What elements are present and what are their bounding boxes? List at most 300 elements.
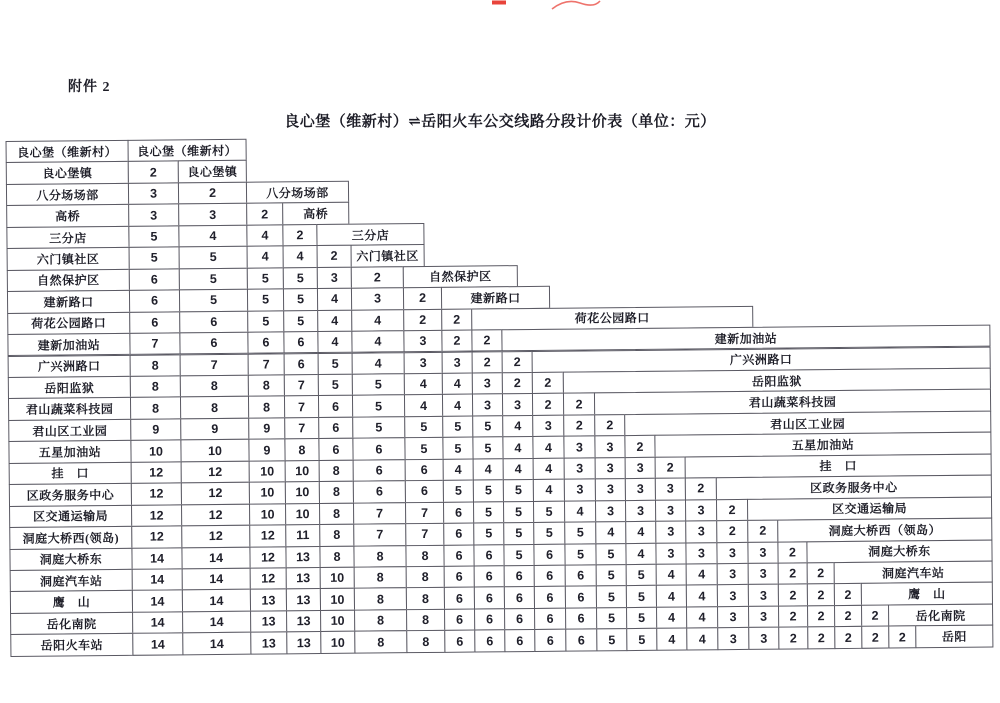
fare-cell: 10: [320, 610, 355, 633]
station-header-cell: 荷花公园路口: [471, 305, 753, 330]
fare-cell: 2: [472, 351, 503, 374]
fare-cell: 2: [807, 562, 835, 585]
fare-cell: 3: [351, 287, 404, 310]
row-label: 八分场场部: [6, 183, 129, 207]
fare-cell: 3: [748, 563, 779, 586]
fare-cell: 6: [443, 523, 474, 546]
row-label: 良心堡镇: [6, 161, 129, 185]
fare-cell: 6: [565, 564, 597, 587]
station-header-cell: 岳阳监狱: [563, 368, 991, 395]
fare-cell: 4: [564, 500, 596, 523]
fare-cell: 8: [130, 397, 181, 420]
fare-cell: 14: [181, 546, 250, 569]
fare-cell: 10: [320, 567, 355, 590]
fare-cell: 5: [247, 310, 284, 333]
fare-cell: 8: [406, 609, 445, 632]
fare-cell: 2: [246, 203, 283, 226]
fare-cell: 8: [353, 545, 406, 568]
fare-cell: 3: [685, 520, 717, 543]
row-label: 荷花公园路口: [7, 311, 130, 335]
station-header-cell: 鹰 山: [861, 582, 993, 606]
fare-cell: 12: [250, 567, 287, 590]
fare-cell: 10: [130, 440, 181, 463]
fare-cell: 13: [286, 588, 321, 611]
fare-cell: 5: [472, 437, 503, 460]
fare-cell: 9: [180, 418, 249, 441]
fare-cell: 3: [403, 330, 442, 353]
row-label: 君山区工业园: [8, 419, 131, 443]
fare-cell: 4: [473, 458, 504, 481]
fare-cell: 4: [656, 563, 687, 586]
fare-cell: 3: [595, 500, 626, 523]
fare-cell: 2: [778, 584, 808, 607]
fare-cell: 7: [353, 502, 406, 525]
fare-cell: 5: [503, 479, 534, 502]
fare-cell: 5: [442, 415, 473, 438]
fare-cell: 6: [444, 587, 475, 610]
fare-cell: 8: [354, 609, 407, 632]
fare-cell: 2: [351, 266, 404, 289]
fare-cell: 8: [248, 396, 285, 419]
station-header-cell: 洞庭汽车站: [834, 561, 993, 585]
row-label: 洞庭大桥西(领岛): [9, 526, 132, 550]
fare-cell: 12: [249, 546, 286, 569]
fare-cell: 10: [320, 588, 355, 611]
fare-cell: 6: [534, 586, 566, 609]
fare-cell: 13: [250, 632, 287, 655]
fare-cell: 7: [284, 374, 319, 397]
fare-cell: 5: [596, 586, 627, 609]
fare-cell: 4: [246, 224, 283, 247]
fare-cell: 6: [179, 310, 248, 333]
fare-cell: 4: [317, 331, 352, 354]
fare-cell: 6: [534, 565, 566, 588]
fare-cell: 4: [533, 479, 565, 502]
fare-cell: 5: [318, 352, 353, 375]
fare-cell: 6: [129, 289, 180, 312]
fare-cell: 5: [472, 415, 503, 438]
fare-cell: 5: [596, 628, 627, 651]
fare-cell: 6: [565, 629, 597, 652]
fare-cell: 3: [717, 563, 749, 586]
fare-cell: 8: [180, 396, 249, 419]
fare-cell: 4: [317, 309, 352, 332]
fare-cell: 6: [474, 630, 505, 653]
fare-cell: 14: [182, 632, 251, 655]
fare-cell: 6: [283, 331, 318, 354]
fare-cell: 3: [748, 605, 779, 628]
fare-cell: 2: [563, 393, 595, 416]
station-header-cell: 君山蔬菜科技园: [594, 389, 991, 415]
station-header-cell: 岳化南院: [888, 603, 993, 626]
fare-cell: 2: [888, 626, 916, 649]
fare-cell: 6: [318, 438, 353, 461]
station-header-cell: 岳阳: [915, 625, 993, 648]
fare-cell: 13: [285, 546, 320, 569]
fare-cell: 3: [128, 204, 179, 227]
fare-cell: 2: [716, 520, 748, 543]
station-header-cell: 广兴洲路口: [532, 346, 991, 373]
fare-cell: 2: [441, 308, 472, 331]
fare-cell: 5: [179, 267, 248, 290]
row-label: 良心堡（维新村）: [6, 140, 129, 164]
fare-cell: 4: [503, 458, 534, 481]
fare-cell: 3: [594, 435, 625, 458]
fare-cell: 3: [564, 479, 596, 502]
fare-cell: 6: [474, 565, 505, 588]
fare-cell: 7: [129, 332, 180, 355]
fare-cell: 2: [471, 329, 502, 352]
fare-cell: 6: [247, 331, 284, 354]
fare-cell: 3: [595, 457, 626, 480]
fare-cell: 4: [442, 372, 473, 395]
fare-cell: 5: [595, 543, 626, 566]
fare-cell: 7: [284, 395, 319, 418]
fare-cell: 5: [443, 480, 474, 503]
fare-cell: 5: [626, 628, 657, 651]
fare-cell: 3: [717, 584, 749, 607]
row-label: 岳阳监狱: [8, 376, 131, 400]
fare-cell: 6: [443, 544, 474, 567]
fare-cell: 3: [747, 541, 778, 564]
fare-cell: 5: [179, 246, 248, 269]
fare-cell: 6: [565, 607, 597, 630]
fare-cell: 3: [625, 478, 656, 501]
fare-cell: 14: [132, 590, 183, 613]
fare-cell: 3: [685, 542, 717, 565]
fare-cell: 12: [131, 504, 182, 527]
fare-cell: 3: [472, 394, 503, 417]
fare-cell: 7: [248, 353, 285, 376]
fare-cell: 3: [564, 457, 596, 480]
fare-cell: 4: [532, 436, 564, 459]
fare-cell: 5: [404, 437, 443, 460]
fare-cell: 2: [403, 308, 442, 331]
fare-cell: 3: [748, 627, 779, 650]
fare-cell: 8: [354, 631, 407, 654]
fare-cell: 12: [131, 461, 182, 484]
fare-cell: 7: [405, 523, 444, 546]
row-label: 建新加油站: [7, 333, 130, 357]
fare-cell: 5: [129, 247, 180, 270]
fare-cell: 10: [320, 631, 355, 654]
fare-cell: 6: [504, 608, 535, 631]
fare-cell: 5: [473, 479, 504, 502]
station-header-cell: 洞庭大桥西（领岛）: [777, 518, 992, 543]
fare-cell: 3: [317, 266, 352, 289]
row-label: 广兴洲路口: [8, 354, 131, 378]
fare-cell: 5: [247, 267, 284, 290]
fare-cell: 9: [248, 439, 285, 462]
fare-cell: 7: [353, 523, 406, 546]
fare-cell: 2: [502, 372, 533, 395]
row-label: 六门镇社区: [7, 247, 130, 271]
station-header-cell: 高桥: [282, 202, 349, 225]
fare-cell: 6: [352, 437, 405, 460]
fare-cell: 5: [283, 288, 318, 311]
fare-cell: 2: [532, 372, 564, 395]
fare-cell: 6: [353, 459, 406, 482]
fare-cell: 13: [286, 610, 321, 633]
fare-cell: 8: [406, 587, 445, 610]
station-header-cell: 挂 口: [685, 453, 992, 478]
fare-cell: 3: [655, 521, 686, 544]
fare-cell: 8: [284, 438, 319, 461]
fare-cell: 10: [285, 481, 320, 504]
fare-cell: 4: [502, 415, 533, 438]
fare-cell: 4: [686, 585, 718, 608]
fare-cell: 12: [131, 525, 182, 548]
fare-cell: 3: [716, 541, 748, 564]
fare-cell: 10: [285, 460, 320, 483]
station-header-cell: 六门镇社区: [351, 244, 425, 267]
fare-cell: 3: [502, 393, 533, 416]
fare-cell: 6: [565, 586, 597, 609]
fare-cell: 5: [503, 522, 534, 545]
fare-cell: 4: [404, 394, 443, 417]
fare-cell: 2: [403, 287, 442, 310]
fare-cell: 2: [778, 627, 808, 650]
fare-cell: 6: [504, 629, 535, 652]
fare-cell: 6: [444, 566, 475, 589]
fare-cell: 2: [178, 182, 247, 205]
station-header-cell: 八分场场部: [246, 181, 349, 204]
fare-cell: 8: [405, 544, 444, 567]
fare-cell: 3: [655, 499, 686, 522]
fare-cell: 5: [318, 374, 353, 397]
fare-cell: 12: [131, 483, 182, 506]
fare-cell: 4: [595, 521, 626, 544]
station-header-cell: 区交通运输局: [747, 496, 992, 521]
fare-cell: 3: [655, 478, 686, 501]
fare-cell: 3: [717, 627, 749, 650]
fare-cell: 6: [444, 608, 475, 631]
fare-cell: 3: [685, 499, 717, 522]
fare-cell: 10: [249, 482, 286, 505]
fare-cell: 2: [807, 626, 835, 649]
fare-cell: 5: [352, 395, 405, 418]
row-label: 挂 口: [9, 462, 132, 486]
fare-cell: 5: [352, 373, 405, 396]
fare-cell: 8: [130, 375, 181, 398]
row-label: 三分店: [6, 226, 129, 250]
fare-cell: 2: [441, 330, 472, 353]
fare-cell: 12: [249, 524, 286, 547]
fare-cell: 4: [625, 521, 656, 544]
fare-cell: 2: [532, 393, 564, 416]
fare-cell: 8: [319, 545, 354, 568]
row-label: 五星加油站: [8, 440, 131, 464]
row-label: 洞庭汽车站: [10, 569, 133, 593]
fare-cell: 4: [502, 436, 533, 459]
fare-cell: 6: [474, 587, 505, 610]
station-header-cell: 建新加油站: [501, 325, 990, 352]
fare-cell: 2: [861, 626, 889, 649]
fare-cell: 12: [181, 482, 250, 505]
station-header-cell: 良心堡（维新村）: [128, 139, 247, 163]
fare-cell: 5: [533, 500, 565, 523]
fare-cell: 3: [404, 351, 443, 374]
fare-cell: 10: [249, 460, 286, 483]
fare-cell: 5: [247, 288, 284, 311]
fare-cell: 3: [178, 203, 247, 226]
fare-cell: 4: [533, 457, 565, 480]
fare-cell: 3: [532, 415, 564, 438]
fare-cell: 6: [129, 311, 180, 334]
fare-cell: 7: [180, 353, 249, 376]
fare-cell: 8: [319, 459, 354, 482]
fare-cell: 6: [473, 544, 504, 567]
station-header-cell: 自然保护区: [403, 265, 518, 289]
fare-cell: 8: [354, 566, 407, 589]
page-title: 良心堡（维新村）⇌岳阳火车公交线路分段计价表（单位：元）: [284, 114, 716, 130]
fare-cell: 2: [624, 435, 655, 458]
fare-cell: 2: [317, 245, 352, 268]
fare-cell: 5: [283, 310, 318, 333]
fare-cell: 6: [405, 459, 444, 482]
fare-cell: 2: [834, 583, 862, 606]
fare-cell: 6: [179, 332, 248, 355]
fare-cell: 6: [353, 480, 406, 503]
fare-cell: 14: [182, 568, 251, 591]
row-label: 鹰 山: [10, 590, 133, 614]
fare-cell: 6: [284, 353, 319, 376]
fare-cell: 5: [352, 416, 405, 439]
fare-cell: 5: [533, 522, 565, 545]
fare-cell: 2: [128, 161, 179, 184]
fare-cell: 2: [716, 499, 748, 522]
fare-cell: 8: [406, 630, 445, 653]
fare-cell: 10: [285, 503, 320, 526]
fare-cell: 13: [250, 589, 287, 612]
fare-cell: 6: [504, 565, 535, 588]
row-label: 君山蔬菜科技园: [8, 397, 131, 421]
fare-cell: 11: [285, 524, 320, 547]
fare-cell: 5: [596, 564, 627, 587]
row-label: 自然保护区: [7, 269, 130, 293]
station-header-cell: 三分店: [316, 223, 424, 246]
fare-cell: 2: [861, 604, 889, 627]
fare-cell: 3: [625, 457, 656, 480]
fare-cell: 2: [282, 224, 317, 247]
fare-cell: 3: [472, 372, 503, 395]
row-label: 岳化南院: [10, 612, 133, 636]
fare-cell: 3: [717, 606, 749, 629]
fare-cell: 6: [405, 480, 444, 503]
fare-cell: 4: [656, 585, 687, 608]
fare-cell: 2: [502, 350, 533, 373]
fare-cell: 4: [352, 352, 405, 375]
fare-cell: 2: [778, 605, 808, 628]
fare-cell: 4: [625, 542, 656, 565]
fare-cell: 4: [351, 309, 404, 332]
fare-cell: 5: [564, 521, 596, 544]
row-label: 建新路口: [7, 290, 130, 314]
station-header-cell: 良心堡镇: [178, 160, 247, 183]
fare-cell: 4: [404, 373, 443, 396]
fare-cell: 5: [473, 522, 504, 545]
fare-cell: 14: [131, 547, 182, 570]
fare-cell: 3: [595, 478, 626, 501]
fare-cell: 4: [656, 606, 687, 629]
fare-cell: 6: [443, 501, 474, 524]
fare-cell: 2: [834, 605, 862, 628]
fare-cell: 4: [686, 563, 718, 586]
fare-cell: 6: [533, 543, 565, 566]
fare-cell: 3: [655, 542, 686, 565]
fare-cell: 14: [132, 611, 183, 634]
station-header-cell: 君山区工业园: [624, 410, 991, 436]
fare-cell: 2: [594, 414, 625, 437]
fare-cell: 14: [182, 589, 251, 612]
fare-cell: 5: [503, 544, 534, 567]
fare-cell: 13: [250, 610, 287, 633]
attachment-label: 附件 2: [68, 80, 111, 95]
row-label: 洞庭大桥东: [9, 547, 132, 571]
fare-cell: 6: [129, 268, 180, 291]
fare-cell: 6: [474, 608, 505, 631]
fare-cell: 4: [317, 288, 352, 311]
fare-cell: 5: [473, 501, 504, 524]
fare-cell: 5: [442, 437, 473, 460]
fare-cell: 5: [283, 267, 318, 290]
fare-cell: 10: [180, 439, 249, 462]
row-label: 区政务服务中心: [9, 483, 132, 507]
fare-cell: 8: [319, 524, 354, 547]
fare-cell: 4: [686, 606, 718, 629]
fare-cell: 6: [534, 608, 566, 631]
fare-cell: 5: [404, 416, 443, 439]
station-header-cell: 五星加油站: [654, 432, 991, 458]
fare-cell: 6: [318, 417, 353, 440]
fare-cell: 7: [284, 417, 319, 440]
fare-cell: 12: [181, 525, 250, 548]
fare-cell: 2: [747, 520, 778, 543]
fare-cell: 2: [807, 605, 835, 628]
fare-cell: 6: [534, 629, 566, 652]
fare-cell: 4: [247, 246, 284, 269]
fare-cell: 6: [504, 586, 535, 609]
fare-cell: 4: [443, 458, 474, 481]
fare-cell: 6: [444, 630, 475, 653]
fare-cell: 3: [563, 436, 595, 459]
fare-cell: 2: [807, 584, 835, 607]
fare-cell: 3: [748, 584, 779, 607]
fare-cell: 12: [181, 503, 250, 526]
fare-cell: 4: [442, 394, 473, 417]
station-header-cell: 建新路口: [441, 286, 550, 309]
fare-cell: 5: [128, 225, 179, 248]
fare-cell: 12: [181, 460, 250, 483]
fare-cell: 10: [249, 503, 286, 526]
fare-cell: 8: [130, 354, 181, 377]
fare-cell: 6: [318, 395, 353, 418]
fare-cell: 2: [655, 456, 686, 479]
fare-cell: 5: [564, 543, 596, 566]
fare-cell: 5: [179, 289, 248, 312]
fare-cell: 14: [132, 633, 183, 656]
fare-cell: 9: [130, 418, 181, 441]
fare-cell: 8: [319, 481, 354, 504]
fare-cell: 8: [180, 375, 249, 398]
fare-cell: 3: [442, 351, 473, 374]
fare-cell: 2: [777, 541, 807, 564]
fare-cell: 2: [563, 414, 595, 437]
fare-cell: 7: [405, 501, 444, 524]
row-label: 高桥: [6, 204, 129, 228]
fare-cell: 13: [286, 567, 321, 590]
fare-cell: 4: [656, 628, 687, 651]
